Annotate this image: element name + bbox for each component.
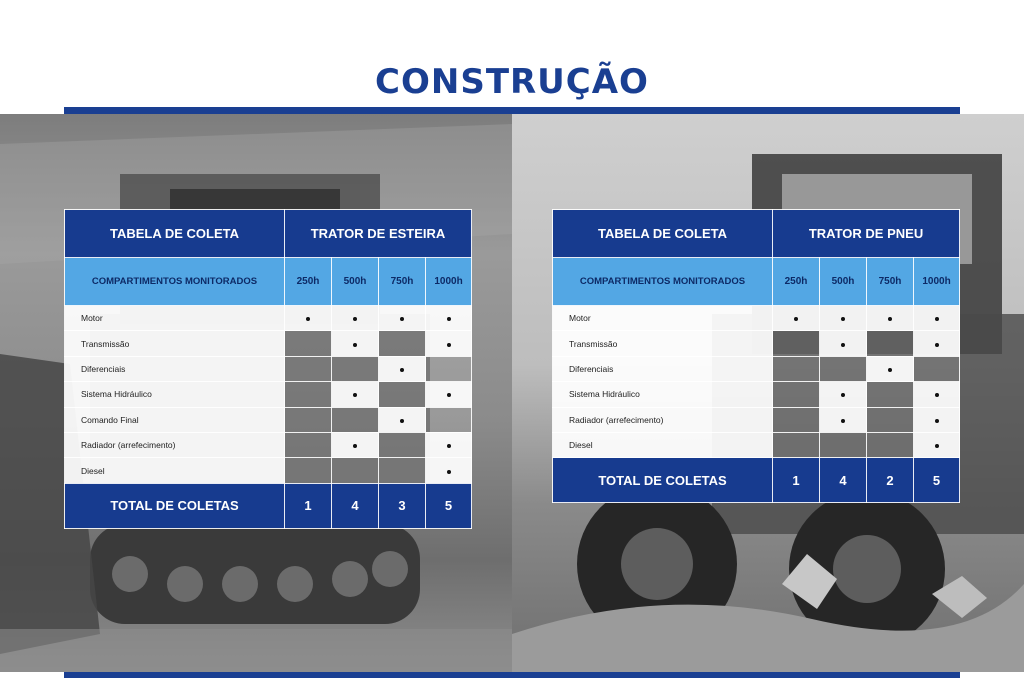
bottom-rule <box>64 672 960 678</box>
compartment-label: Comando Final <box>65 407 285 432</box>
interval-header: 1000h <box>914 258 960 306</box>
interval-cell <box>285 432 332 457</box>
interval-cell <box>914 407 960 432</box>
compartment-label: Radiador (arrefecimento) <box>65 432 285 457</box>
total-label: TOTAL DE COLETAS <box>553 458 773 503</box>
compartment-label: Diferenciais <box>553 356 773 381</box>
machine-type-label: TRATOR DE ESTEIRA <box>285 210 472 258</box>
collection-dot-icon <box>353 343 357 347</box>
interval-cell <box>426 331 472 356</box>
table-row <box>65 331 472 356</box>
machine-type-label: TRATOR DE PNEU <box>773 210 960 258</box>
interval-cell <box>285 407 332 432</box>
collection-dot-icon <box>400 317 404 321</box>
table-row <box>553 407 960 432</box>
total-value: 2 <box>867 458 914 503</box>
interval-cell <box>332 407 379 432</box>
table-row <box>553 382 960 407</box>
interval-header: 750h <box>867 258 914 306</box>
collection-dot-icon <box>841 343 845 347</box>
table-row <box>553 356 960 381</box>
collection-dot-icon <box>353 444 357 448</box>
interval-cell <box>332 382 379 407</box>
total-value: 3 <box>379 483 426 528</box>
collection-dot-icon <box>935 393 939 397</box>
interval-cell <box>867 306 914 331</box>
interval-cell <box>820 331 867 356</box>
interval-cell <box>426 356 472 381</box>
interval-cell <box>379 407 426 432</box>
interval-cell <box>914 356 960 381</box>
interval-cell <box>820 432 867 457</box>
interval-cell <box>426 458 472 483</box>
total-value: 5 <box>914 458 960 503</box>
interval-cell <box>867 382 914 407</box>
interval-cell <box>820 306 867 331</box>
collection-table-wheel <box>552 209 960 503</box>
compartment-label: Transmissão <box>65 331 285 356</box>
collection-dot-icon <box>447 470 451 474</box>
collection-dot-icon <box>306 317 310 321</box>
compartment-label: Motor <box>65 306 285 331</box>
interval-cell <box>867 331 914 356</box>
interval-cell <box>820 382 867 407</box>
collection-dot-icon <box>935 343 939 347</box>
table-row <box>65 432 472 457</box>
interval-header: 250h <box>285 258 332 306</box>
interval-cell <box>914 382 960 407</box>
table-row <box>553 432 960 457</box>
interval-cell <box>332 306 379 331</box>
interval-header: 500h <box>820 258 867 306</box>
table-row <box>65 356 472 381</box>
interval-cell <box>426 407 472 432</box>
total-label: TOTAL DE COLETAS <box>65 483 285 528</box>
interval-cell <box>773 331 820 356</box>
interval-cell <box>773 407 820 432</box>
collection-dot-icon <box>447 317 451 321</box>
interval-cell <box>285 382 332 407</box>
collection-dot-icon <box>935 419 939 423</box>
table-row <box>65 306 472 331</box>
collection-dot-icon <box>400 368 404 372</box>
interval-cell <box>379 331 426 356</box>
compartment-label: Motor <box>553 306 773 331</box>
interval-cell <box>379 306 426 331</box>
interval-cell <box>285 458 332 483</box>
interval-cell <box>867 407 914 432</box>
interval-cell <box>285 356 332 381</box>
interval-cell <box>379 432 426 457</box>
interval-cell <box>773 382 820 407</box>
interval-cell <box>914 331 960 356</box>
interval-cell <box>426 382 472 407</box>
interval-cell <box>332 356 379 381</box>
interval-cell <box>332 432 379 457</box>
interval-cell <box>426 432 472 457</box>
interval-header: 1000h <box>426 258 472 306</box>
table-row <box>65 382 472 407</box>
total-value: 5 <box>426 483 472 528</box>
total-value: 1 <box>773 458 820 503</box>
page-title: CONSTRUÇÃO <box>375 62 649 102</box>
collection-dot-icon <box>888 368 892 372</box>
interval-header: 750h <box>379 258 426 306</box>
collection-dot-icon <box>353 317 357 321</box>
collection-table-label: TABELA DE COLETA <box>65 210 285 258</box>
compartment-label: Sistema Hidráulico <box>553 382 773 407</box>
collection-dot-icon <box>794 317 798 321</box>
collection-dot-icon <box>935 444 939 448</box>
collection-dot-icon <box>353 393 357 397</box>
collection-dot-icon <box>447 444 451 448</box>
compartment-label: Diesel <box>553 432 773 457</box>
table-row <box>553 331 960 356</box>
interval-cell <box>773 356 820 381</box>
compartments-header: COMPARTIMENTOS MONITORADOS <box>553 258 773 306</box>
interval-cell <box>914 306 960 331</box>
table-row <box>65 458 472 483</box>
interval-cell <box>332 458 379 483</box>
total-value: 4 <box>332 483 379 528</box>
collection-dot-icon <box>841 317 845 321</box>
collection-dot-icon <box>935 317 939 321</box>
table-row <box>65 407 472 432</box>
interval-cell <box>379 356 426 381</box>
collection-dot-icon <box>447 343 451 347</box>
compartment-label: Diferenciais <box>65 356 285 381</box>
interval-cell <box>914 432 960 457</box>
interval-cell <box>820 356 867 381</box>
interval-cell <box>285 306 332 331</box>
compartments-header: COMPARTIMENTOS MONITORADOS <box>65 258 285 306</box>
total-value: 1 <box>285 483 332 528</box>
table-row <box>553 306 960 331</box>
interval-cell <box>773 432 820 457</box>
interval-cell <box>285 331 332 356</box>
interval-header: 500h <box>332 258 379 306</box>
interval-header: 250h <box>773 258 820 306</box>
top-rule <box>64 107 960 114</box>
interval-cell <box>379 458 426 483</box>
interval-cell <box>867 356 914 381</box>
compartment-label: Transmissão <box>553 331 773 356</box>
compartment-label: Radiador (arrefecimento) <box>553 407 773 432</box>
collection-dot-icon <box>841 419 845 423</box>
collection-table-crawler <box>64 209 472 529</box>
compartment-label: Diesel <box>65 458 285 483</box>
collection-dot-icon <box>841 393 845 397</box>
interval-cell <box>379 382 426 407</box>
interval-cell <box>867 432 914 457</box>
collection-table-label: TABELA DE COLETA <box>553 210 773 258</box>
interval-cell <box>426 306 472 331</box>
collection-dot-icon <box>888 317 892 321</box>
total-value: 4 <box>820 458 867 503</box>
interval-cell <box>332 331 379 356</box>
collection-dot-icon <box>447 393 451 397</box>
collection-dot-icon <box>400 419 404 423</box>
compartment-label: Sistema Hidráulico <box>65 382 285 407</box>
interval-cell <box>820 407 867 432</box>
interval-cell <box>773 306 820 331</box>
